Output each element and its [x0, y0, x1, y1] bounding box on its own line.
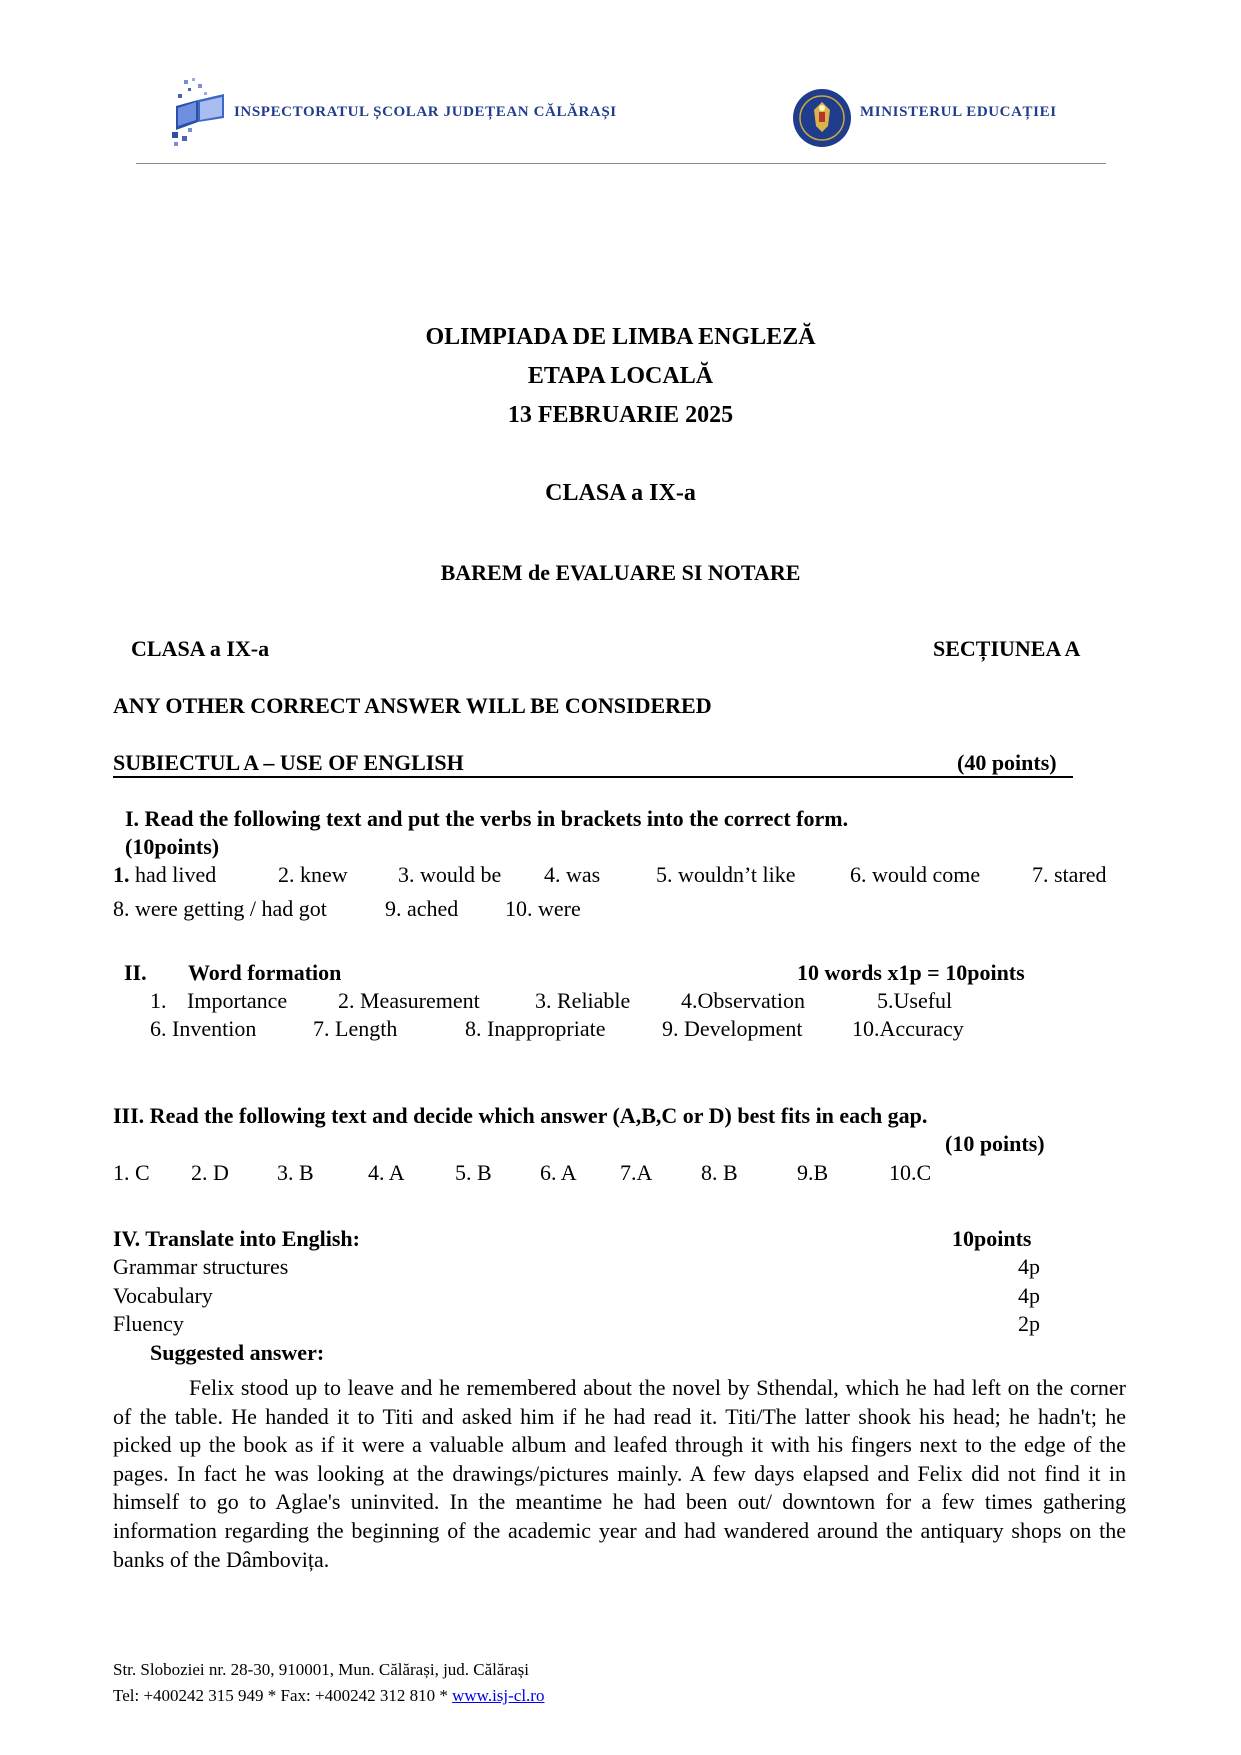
ex3-answer: 1. C	[113, 1160, 150, 1185]
ex1-answer: 3. would be	[398, 862, 502, 887]
suggested-answer-text	[113, 1374, 1126, 1574]
isj-name: INSPECTORATUL ȘCOLAR JUDEȚEAN CĂLĂRAȘI	[234, 104, 617, 120]
criterion-points: 4p	[1018, 1283, 1040, 1308]
ex3-answer: 9.B	[797, 1160, 829, 1185]
ex1-answer: 9. ached	[385, 896, 459, 921]
section-label: SECȚIUNEA A	[933, 636, 1081, 661]
class-label: CLASA a IX-a	[131, 636, 270, 661]
title-date: 13 FEBRUARIE 2025	[507, 402, 734, 428]
ex1-answer-num: 1.	[113, 862, 130, 887]
title-barem: BAREM de EVALUARE SI NOTARE	[440, 560, 801, 585]
ministry-name: MINISTERUL EDUCAȚIEI	[860, 104, 1057, 120]
ex1-answer	[113, 862, 216, 888]
ex2-answer-num: 1.	[150, 988, 167, 1013]
ex3-answer: 5. B	[455, 1160, 492, 1185]
ex2-title: Word formation	[188, 960, 342, 985]
suggested-answer-body: Felix stood up to leave and he remembered about the novel by Sthendal, which he had left on the corner of the table. He handed it to Titi and asked him if he had read it. Titi/The latter shook his head; he hadn't; he picked up the book as if it were a valuable album and leafed through it with his fingers next to the edge of the pages. In fact he was looking at the drawings/pictures mainly. A few days elapsed and Felix did not find it in himself to go to Aglae's uninvited. In the meantime he had been out/ downtown for a few times gathering information regarding the beginning of the academic year and had wandered around the antiquary shops on the banks of the Dâmbovița.	[113, 1375, 1126, 1572]
ex3-answer: 8. B	[701, 1160, 738, 1185]
isj-book-logo-icon	[168, 78, 234, 152]
ex1-answer: 6. would come	[850, 862, 981, 887]
criterion-points: 2p	[1018, 1311, 1040, 1336]
criterion-label: Grammar structures	[113, 1254, 289, 1279]
ex3-points: (10 points)	[945, 1131, 1045, 1156]
footer-contact	[113, 1683, 544, 1709]
ex2-answer: 3. Reliable	[535, 988, 631, 1013]
ex2-answer: 8. Inappropriate	[465, 1016, 606, 1041]
ex4-points: 10points	[952, 1226, 1032, 1251]
criterion-label: Fluency	[113, 1311, 184, 1336]
subject-points: (40 points)	[957, 750, 1057, 775]
ex1-answer: 10. were	[505, 896, 581, 921]
ex1-answer: 4. was	[544, 862, 601, 887]
ex3-answer: 7.A	[620, 1160, 653, 1185]
ex1-answer: 5. wouldn’t like	[656, 862, 796, 887]
ex2-num: II.	[124, 960, 147, 985]
ex3-answer: 3. B	[277, 1160, 314, 1185]
ministry-seal-icon	[792, 88, 852, 148]
ex1-answer-text: had lived	[135, 862, 217, 887]
footer	[113, 1657, 544, 1709]
title-class: CLASA a IX-a	[545, 480, 696, 506]
header-divider	[136, 163, 1106, 164]
ex1-points: (10points)	[125, 834, 220, 859]
ex2-points: 10 words x1p = 10points	[797, 960, 1025, 985]
ex1-title: I. Read the following text and put the verbs in brackets into the correct form.	[125, 806, 849, 831]
criterion-points: 4p	[1018, 1254, 1040, 1279]
footer-address: Str. Sloboziei nr. 28-30, 910001, Mun. Călărași, jud. Călărași	[113, 1660, 529, 1679]
ex2-answer: Importance	[187, 988, 288, 1013]
subject-title: SUBIECTUL A – USE OF ENGLISH	[113, 750, 464, 775]
criterion-label: Vocabulary	[113, 1283, 213, 1308]
ex3-answer: 10.C	[889, 1160, 932, 1185]
footer-website-link[interactable]: www.isj-cl.ro	[452, 1686, 545, 1705]
ex2-answer: 5.Useful	[877, 988, 953, 1013]
ex2-answer: 7. Length	[313, 1016, 398, 1041]
ex3-answer: 6. A	[540, 1160, 577, 1185]
ex1-answer: 2. knew	[278, 862, 348, 887]
note-any-other: ANY OTHER CORRECT ANSWER WILL BE CONSIDERED	[113, 693, 712, 718]
ex3-answer: 2. D	[191, 1160, 229, 1185]
ex1-answer: 7. stared	[1032, 862, 1107, 887]
suggested-answer-label: Suggested answer:	[150, 1340, 325, 1365]
ex2-answer: 10.Accuracy	[852, 1016, 964, 1041]
ex2-answer: 4.Observation	[681, 988, 806, 1013]
ex2-answer: 9. Development	[662, 1016, 803, 1041]
title-olimpiada: OLIMPIADA DE LIMBA ENGLEZĂ	[425, 324, 816, 350]
footer-phone-fax: Tel: +400242 315 949 * Fax: +400242 312 810 *	[113, 1686, 453, 1705]
ex2-answer: 6. Invention	[150, 1016, 257, 1041]
ex1-answer: 8. were getting / had got	[113, 896, 327, 921]
title-etapa: ETAPA LOCALĂ	[527, 363, 714, 389]
ex3-title: III. Read the following text and decide which answer (A,B,C or D) best fits in each gap.	[113, 1103, 928, 1128]
ex3-answer: 4. A	[368, 1160, 405, 1185]
ex2-answer: 2. Measurement	[338, 988, 480, 1013]
ex4-title: IV. Translate into English:	[113, 1226, 360, 1251]
